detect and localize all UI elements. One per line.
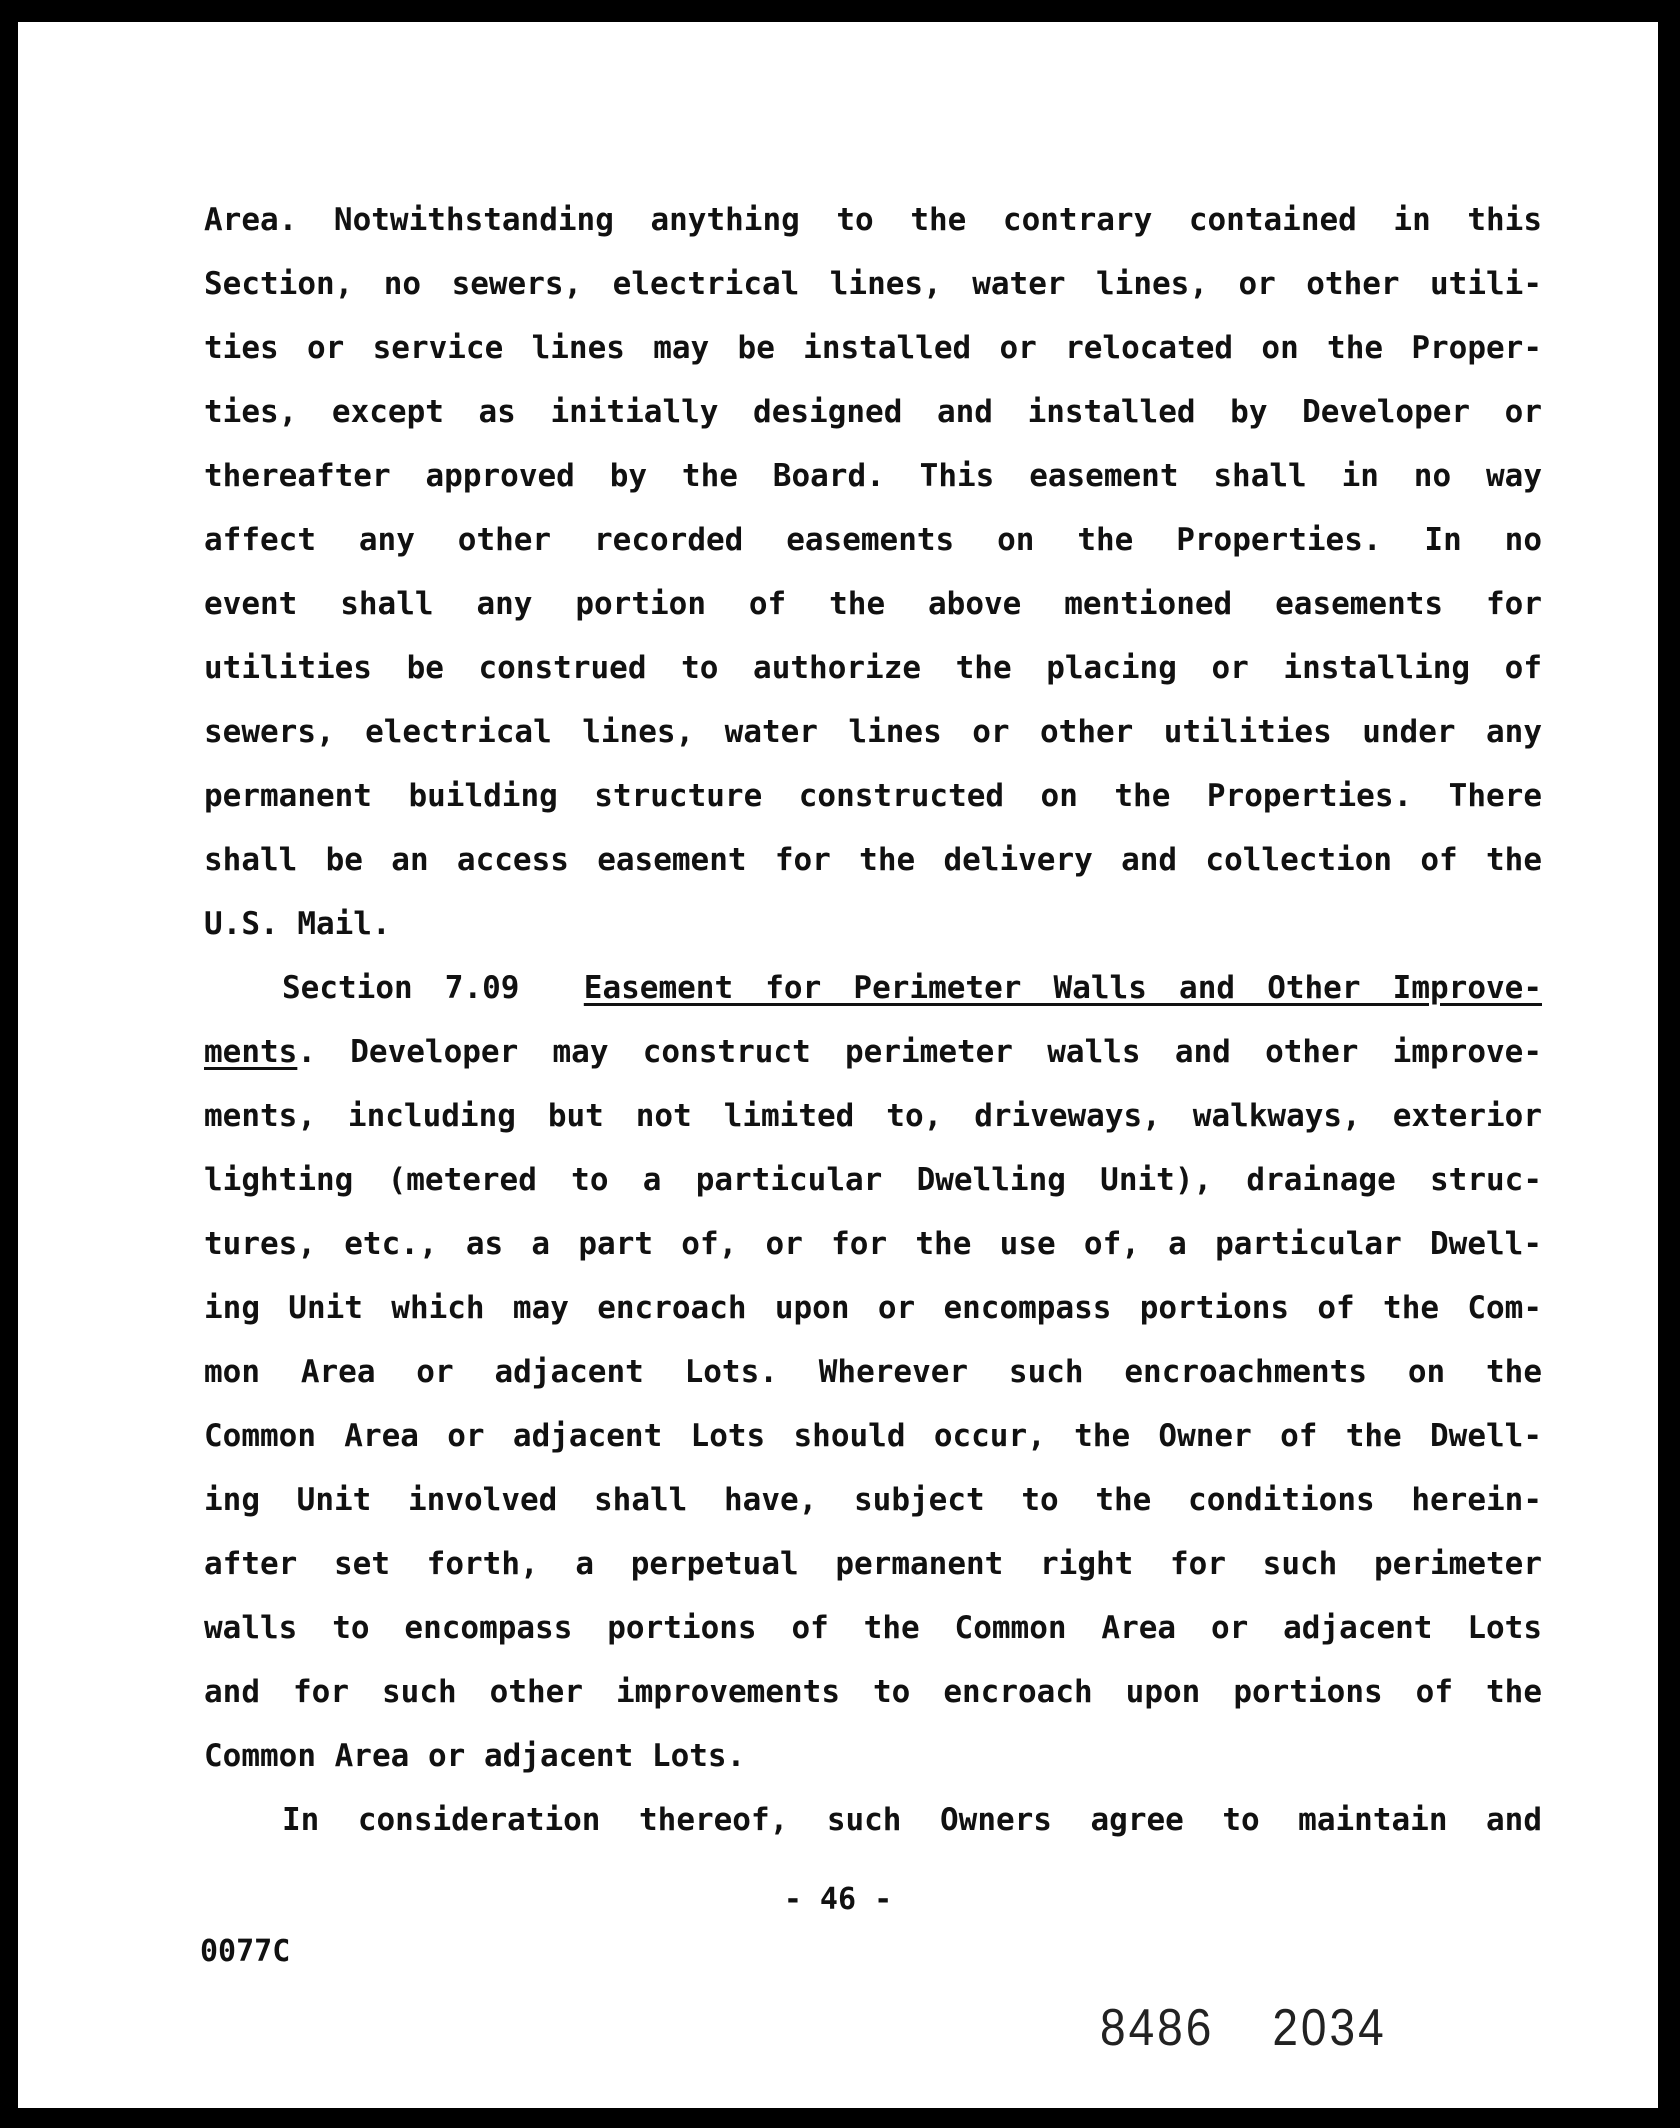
section-heading-line xyxy=(204,956,1542,1020)
text-line: shall be an access easement for the delivery and collection of the xyxy=(204,842,1542,878)
text-line: ties or service lines may be installed or relocated on the Proper- xyxy=(204,330,1542,366)
text-line: utilities be construed to authorize the placing or installing of xyxy=(204,650,1542,686)
text-line: Area. Notwithstanding anything to the contrary contained in this xyxy=(204,202,1542,238)
text-line: affect any other recorded easements on the Properties. In no xyxy=(204,522,1542,558)
text-line: ing Unit involved shall have, subject to the conditions herein- xyxy=(204,1482,1542,1518)
stamp-left-number: 8486 xyxy=(1100,1997,1215,2057)
text-line xyxy=(204,1020,1542,1084)
section-number: Section 7.09 xyxy=(282,970,520,1006)
text-line: Common Area or adjacent Lots should occur, the Owner of the Dwell- xyxy=(204,1418,1542,1454)
text-line: In consideration thereof, such Owners agree to maintain and xyxy=(282,1802,1542,1838)
text-line: event shall any portion of the above mentioned easements for xyxy=(204,586,1542,622)
text-line: thereafter approved by the Board. This easement shall in no way xyxy=(204,458,1542,494)
text-line: mon Area or adjacent Lots. Wherever such encroachments on the xyxy=(204,1354,1542,1390)
bates-stamp xyxy=(1100,1997,1387,2057)
text-line: and for such other improvements to encroach upon portions of the xyxy=(204,1674,1542,1710)
text-line: Section, no sewers, electrical lines, water lines, or other utili- xyxy=(204,266,1542,302)
document-code: 0077C xyxy=(200,1934,291,1969)
stamp-right-number: 2034 xyxy=(1272,1997,1387,2057)
text-line: after set forth, a perpetual permanent right for such perimeter xyxy=(204,1546,1542,1582)
document-page xyxy=(18,22,1658,2108)
section-heading: Easement for Perimeter Walls and Other Improve- xyxy=(583,970,1542,1006)
text-line: ties, except as initially designed and installed by Developer or xyxy=(204,394,1542,430)
text-line: lighting (metered to a particular Dwelling Unit), drainage struc- xyxy=(204,1162,1542,1198)
text-line: Common Area or adjacent Lots. xyxy=(204,1738,746,1774)
page-number: - 46 - xyxy=(783,1882,893,1917)
section-heading-continued: ments xyxy=(204,1034,298,1070)
text-line: sewers, electrical lines, water lines or other utilities under any xyxy=(204,714,1542,750)
text-line: tures, etc., as a part of, or for the use of, a particular Dwell- xyxy=(204,1226,1542,1262)
text-line: permanent building structure constructed on the Properties. There xyxy=(204,778,1542,814)
text-line: U.S. Mail. xyxy=(204,906,391,942)
text-line: ing Unit which may encroach upon or encompass portions of the Com- xyxy=(204,1290,1542,1326)
section-text: . Developer may construct perimeter walls and other improve- xyxy=(297,1034,1542,1070)
text-line: ments, including but not limited to, driveways, walkways, exterior xyxy=(204,1098,1542,1134)
body-text xyxy=(204,188,1542,1852)
text-line: walls to encompass portions of the Common Area or adjacent Lots xyxy=(204,1610,1542,1646)
